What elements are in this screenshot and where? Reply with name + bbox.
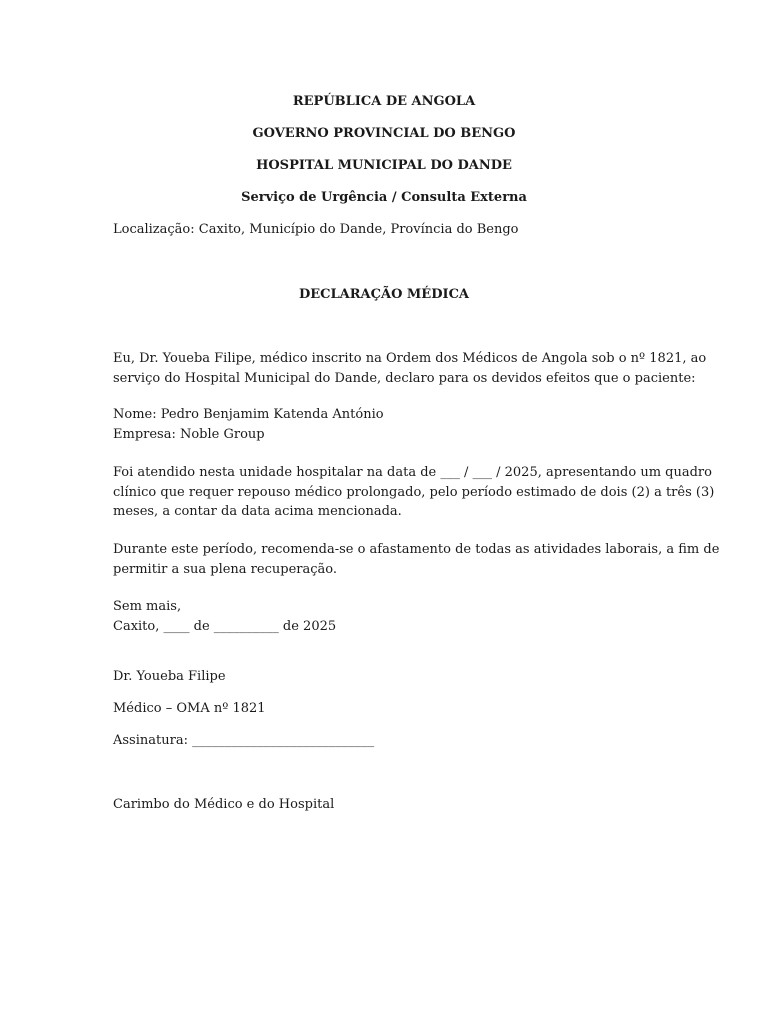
document-title: DECLARAÇÃO MÉDICA — [298, 287, 469, 302]
signature-line: Assinatura: ____________________________ — [113, 733, 375, 748]
recommendation-line: permitir a sua plena recuperação. — [113, 561, 337, 577]
patient-info — [113, 405, 658, 444]
closing-block — [113, 597, 658, 636]
intro-paragraph — [113, 349, 707, 388]
header-location: Localização: Caxito, Município do Dande, Província do Bengo — [113, 222, 519, 237]
recommendation-line: Durante este período, recomenda-se o afastamento de todas as atividades laborais, a fim de — [113, 542, 720, 557]
place-date: Caxito, ____ de __________ de 2025 — [113, 618, 337, 634]
header-government: GOVERNO PROVINCIAL DO BENGO — [252, 126, 516, 141]
attendance-line: Foi atendido nesta unidade hospitalar na data de ___ / ___ / 2025, apresentando um quadro — [113, 465, 712, 480]
patient-company: Empresa: Noble Group — [113, 426, 265, 442]
header-service: Serviço de Urgência / Consulta Externa — [241, 190, 527, 205]
attendance-paragraph — [113, 463, 715, 522]
doctor-name: Dr. Youeba Filipe — [113, 669, 226, 684]
recommendation-paragraph — [113, 540, 720, 579]
header-republic: REPÚBLICA DE ANGOLA — [292, 94, 476, 109]
doctor-title: Médico – OMA nº 1821 — [113, 701, 266, 716]
intro-line: Eu, Dr. Youeba Filipe, médico inscrito na Ordem dos Médicos de Angola sob o nº 1821, ao — [113, 351, 707, 366]
header-hospital: HOSPITAL MUNICIPAL DO DANDE — [256, 158, 512, 173]
patient-name: Nome: Pedro Benjamim Katenda António — [113, 407, 384, 422]
stamp-label: Carimbo do Médico e do Hospital — [113, 797, 335, 812]
intro-line: serviço do Hospital Municipal do Dande, declaro para os devidos efeitos que o paciente: — [113, 370, 696, 386]
attendance-line: clínico que requer repouso médico prolongado, pelo período estimado de dois (2) a três (3) — [113, 484, 715, 500]
closing-text: Sem mais, — [113, 599, 182, 614]
attendance-line: meses, a contar da data acima mencionada. — [113, 504, 402, 519]
